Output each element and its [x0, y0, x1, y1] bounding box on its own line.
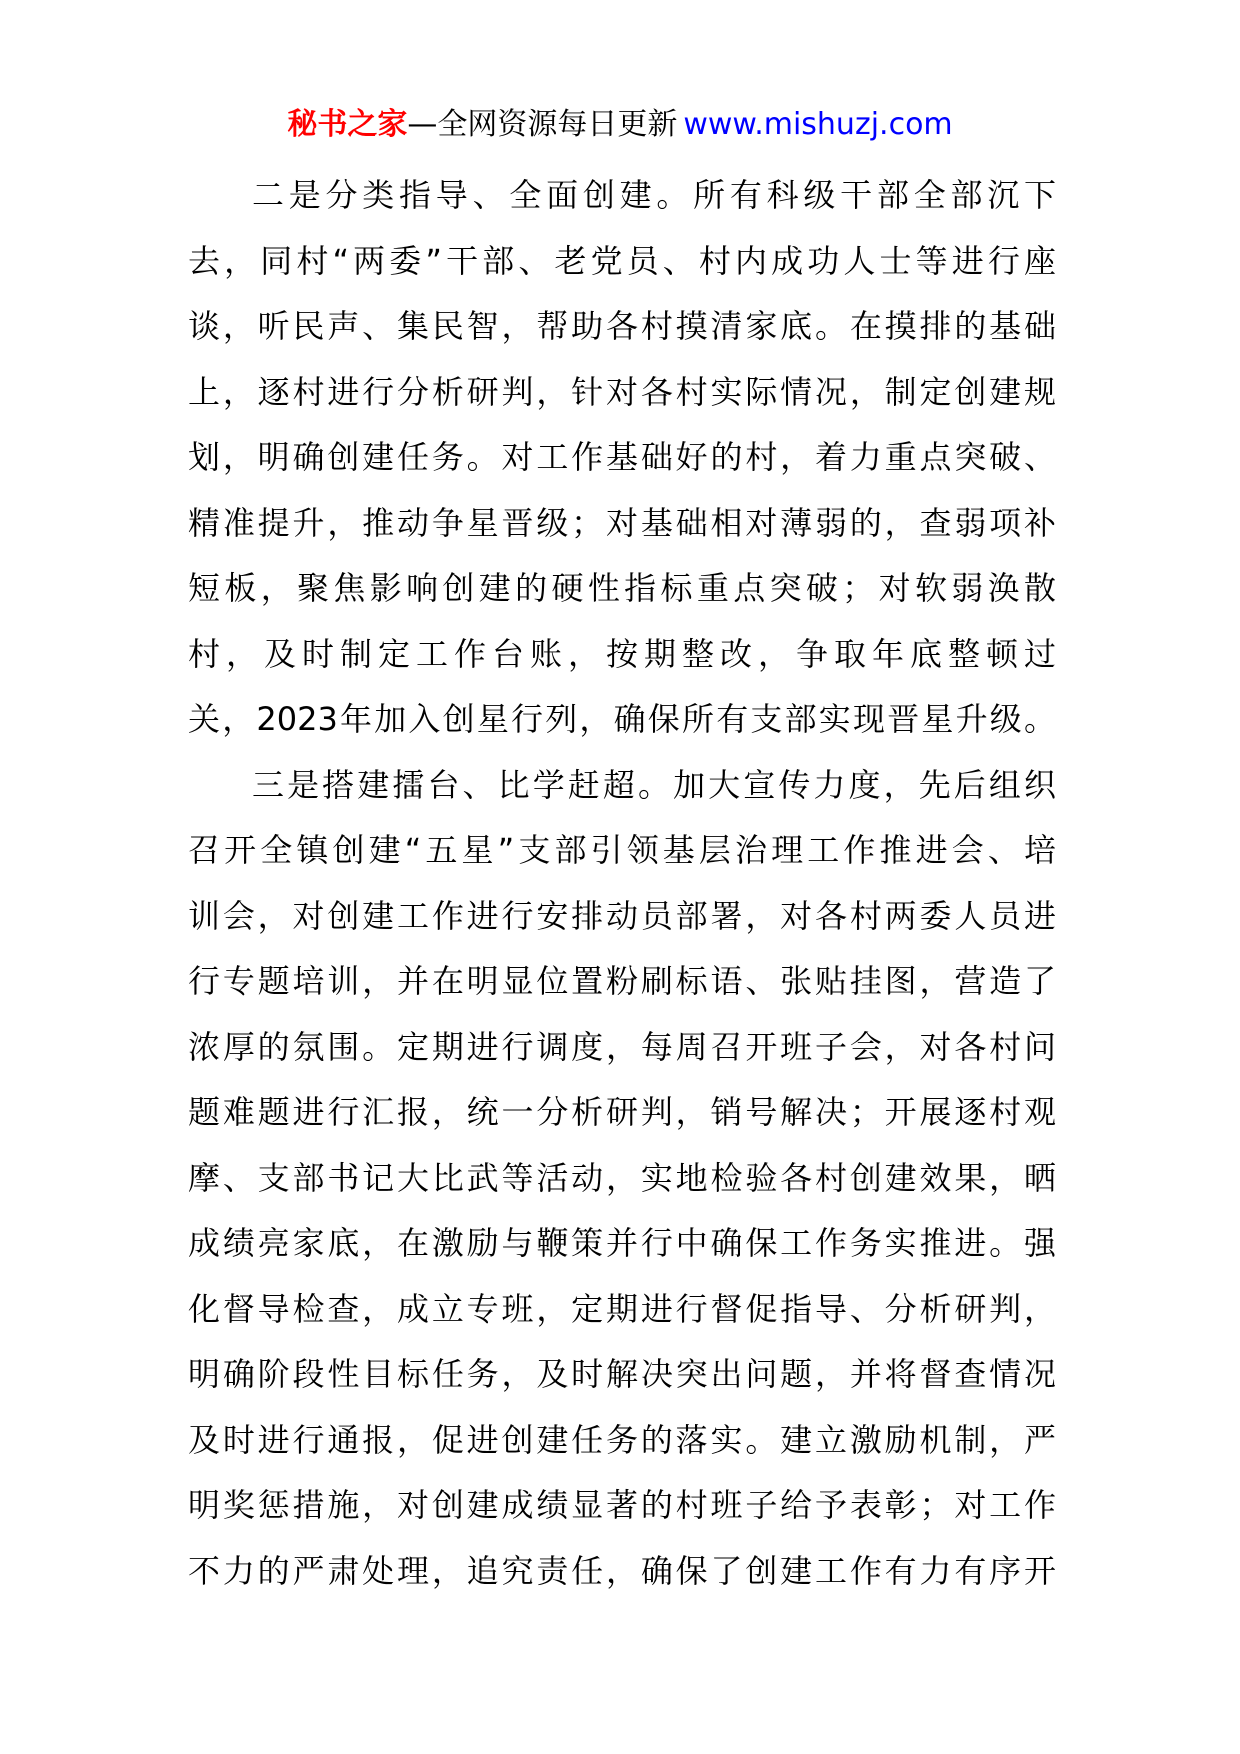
text-line: 题难题进行汇报，统一分析研判，销号解决；开展逐村观 [188, 1093, 1056, 1131]
text-line: 明奖惩措施，对创建成绩显著的村班子给予表彰；对工作 [188, 1486, 1056, 1524]
text-line: 精准提升，推动争星晋级；对基础相对薄弱的，查弱项补 [188, 503, 1056, 542]
brand-name: 秘书之家 [287, 107, 408, 142]
text-line: 训会，对创建工作进行安排动员部署，对各村两委人员进 [188, 896, 1056, 935]
text-line: 谈，听民声、集民智，帮助各村摸清家底。在摸排的基础 [188, 307, 1056, 345]
text-line: 成绩亮家底，在激励与鞭策并行中确保工作务实推进。强 [188, 1224, 1056, 1262]
text-line: 及时进行通报，促进创建任务的落实。建立激励机制，严 [188, 1420, 1056, 1459]
header-slogan: —全网资源每日更新 [407, 107, 678, 142]
text-line: 划，明确创建任务。对工作基础好的村，着力重点突破、 [188, 438, 1056, 476]
text-line: 明确阶段性目标任务，及时解决突出问题，并将督查情况 [188, 1355, 1056, 1393]
document-body [188, 163, 1056, 1604]
site-url-link[interactable]: www.mishuzj.com [683, 107, 953, 142]
site-header [0, 103, 1240, 147]
text-line: 摩、支部书记大比武等活动，实地检验各村创建效果，晒 [188, 1158, 1056, 1197]
text-line: 去，同村“两委”干部、老党员、村内成功人士等进行座 [188, 241, 1056, 280]
paragraph-3 [188, 753, 1056, 1605]
text-line: 村，及时制定工作台账，按期整改，争取年底整顿过 [188, 634, 1056, 673]
text-line: 上，逐村进行分析研判，针对各村实际情况，制定创建规 [188, 372, 1056, 411]
paragraph-2 [188, 163, 1056, 753]
text-line: 短板，聚焦影响创建的硬性指标重点突破；对软弱涣散 [188, 569, 1056, 607]
text-line: 三是搭建擂台、比学赶超。加大宣传力度，先后组织 [252, 765, 1056, 804]
text-line: 行专题培训，并在明显位置粉刷标语、张贴挂图，营造了 [188, 962, 1056, 1000]
text-line: 不力的严肃处理，追究责任，确保了创建工作有力有序开 [188, 1551, 1056, 1590]
text-line: 关，2023年加入创星行列，确保所有支部实现晋星升级。 [188, 700, 1056, 738]
text-line: 化督导检查，成立专班，定期进行督促指导、分析研判， [188, 1289, 1056, 1328]
text-line: 二是分类指导、全面创建。所有科级干部全部沉下 [252, 176, 1056, 214]
text-line: 召开全镇创建“五星”支部引领基层治理工作推进会、培 [188, 831, 1056, 869]
text-line: 浓厚的氛围。定期进行调度，每周召开班子会，对各村问 [188, 1027, 1056, 1066]
